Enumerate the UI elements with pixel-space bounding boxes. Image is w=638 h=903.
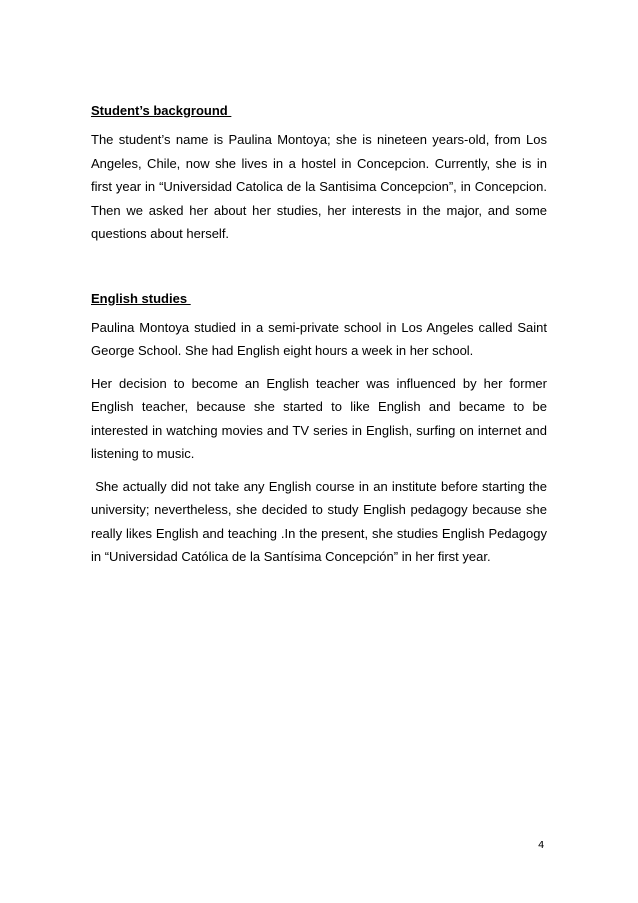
section-heading: Student’s background	[91, 103, 232, 118]
section-heading: English studies	[91, 290, 191, 306]
section-students-background	[91, 103, 547, 246]
paragraph: The student’s name is Paulina Montoya; she is nineteen years-old, from Los Angeles, Chile, now she lives in a hostel in Concepcion. Currently, she is in first year in “Universidad Catolica de la Santisima Concepcion”, in Concepcion. Then we asked her about her studies, her interests in the major, and some questions about herself.	[91, 132, 547, 241]
paragraph: Paulina Montoya studied in a semi-private school in Los Angeles called Saint George School. She had English eight hours a week in her school.	[91, 319, 547, 358]
section-english-studies	[91, 290, 551, 569]
page-number: 4	[538, 840, 545, 851]
page-content	[91, 103, 551, 578]
paragraph: Her decision to become an English teacher was influenced by her former English teacher, because she started to like English and became to be interested in watching movies and TV series in English, surfing on internet and listening to music.	[91, 375, 547, 461]
paragraph: She actually did not take any English course in an institute before starting the university; nevertheless, she decided to study English pedagogy because she really likes English and teaching .In the present, she studies English Pedagogy in “Universidad Católica de la Santísima Concepción” in her first year.	[91, 478, 551, 564]
section-spacer	[91, 255, 547, 291]
